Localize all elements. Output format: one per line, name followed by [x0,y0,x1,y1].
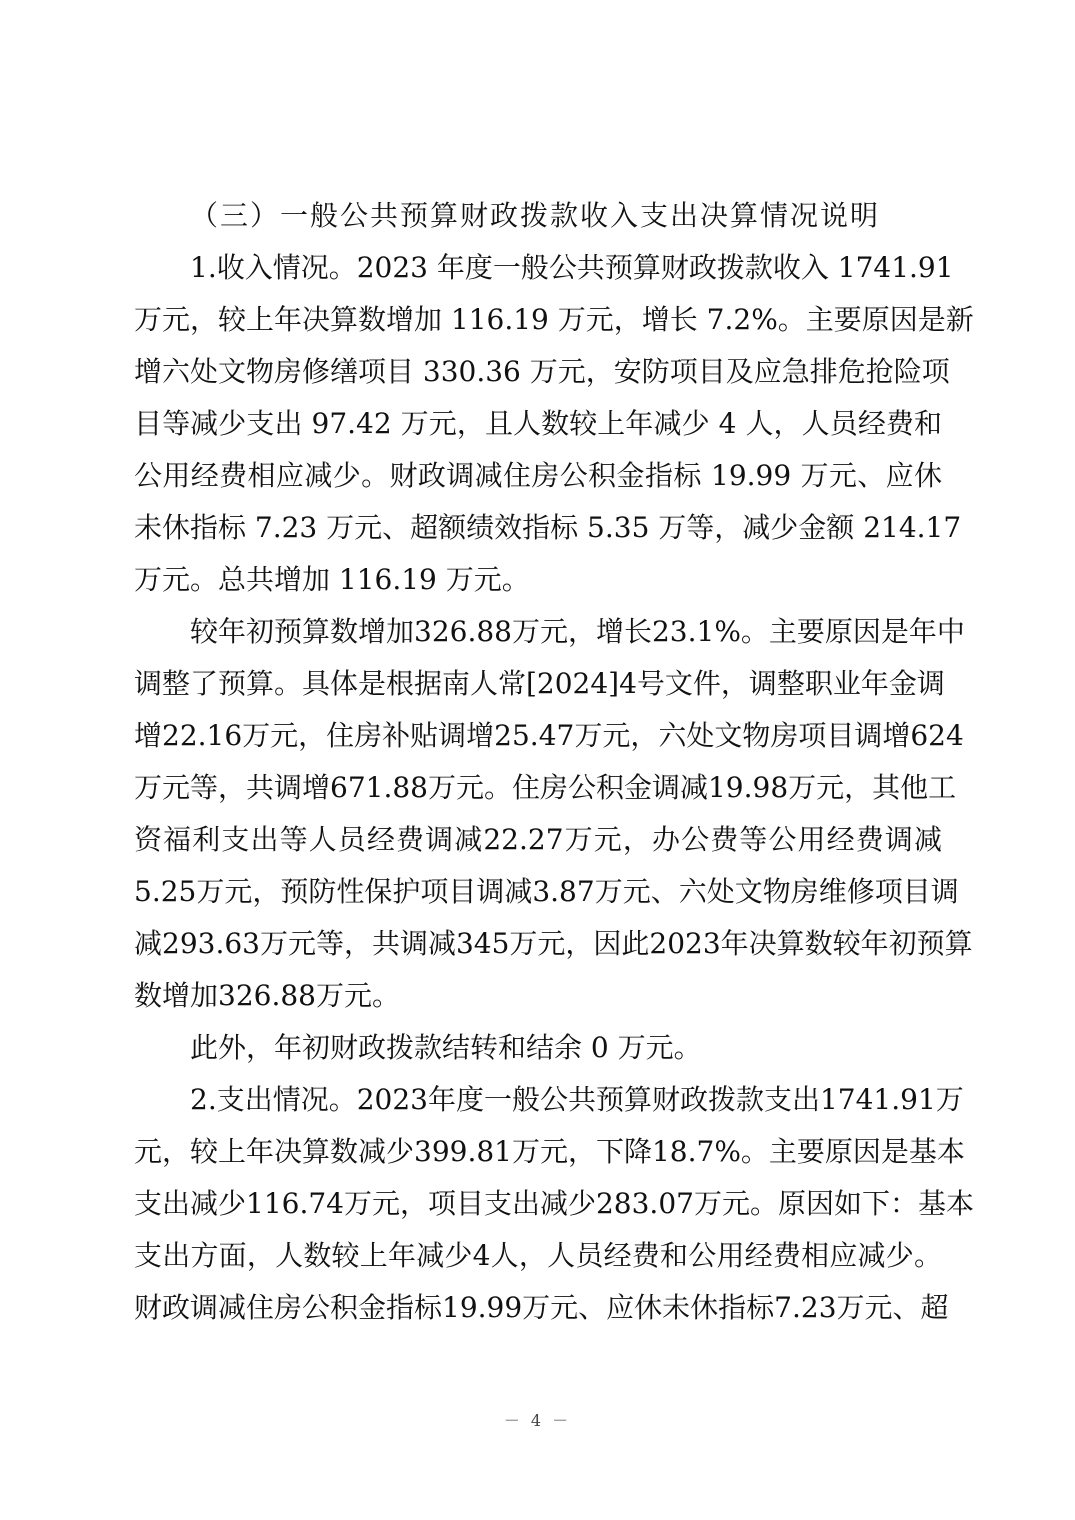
text-line: 增22.16万元，住房补贴调增25.47万元，六处文物房项目调增624 [134,719,964,752]
text-line: 元，较上年决算数减少399.81万元，下降18.7%。主要原因是基本 [134,1135,965,1168]
text-line: 财政调减住房公积金指标19.99万元、应休未休指标7.23万元、超 [134,1291,949,1324]
text-line: 2.支出情况。2023年度一般公共预算财政拨款支出1741.91万 [190,1083,964,1116]
text-line: 较年初预算数增加326.88万元，增长23.1%。主要原因是年中 [190,615,965,648]
text-line: 万元等，共调增671.88万元。住房公积金调减19.98万元，其他工 [134,771,957,804]
text-line: 未休指标 7.23 万元、超额绩效指标 5.35 万等，减少金额 214.17 [134,511,962,544]
text-line: 万元。总共增加 116.19 万元。 [134,563,530,596]
paragraph-container [134,242,974,1334]
paragraph [134,1074,974,1334]
text-line: 数增加326.88万元。 [134,979,400,1012]
text-line: 支出方面，人数较上年减少4人，人员经费和公用经费相应减少。 [134,1239,942,1272]
text-line: 增六处文物房修缮项目 330.36 万元，安防项目及应急排危抢险项 [134,355,950,388]
text-line: 此外，年初财政拨款结转和结余 0 万元。 [190,1031,702,1064]
text-line: 支出减少116.74万元，项目支出减少283.07万元。原因如下：基本 [134,1187,974,1220]
text-line: 减293.63万元等，共调减345万元，因此2023年决算数较年初预算 [134,927,973,960]
paragraph [134,1022,942,1074]
document-body [134,190,974,1334]
text-line: 1.收入情况。2023 年度一般公共预算财政拨款收入 1741.91 [190,251,954,284]
text-line: 5.25万元，预防性保护项目调减3.87万元、六处文物房维修项目调 [134,875,959,908]
text-line: 万元，较上年决算数增加 116.19 万元，增长 7.2%。主要原因是新 [134,303,974,336]
text-line: 目等减少支出 97.42 万元，且人数较上年减少 4 人，人员经费和 [134,407,942,440]
page-number: － 4 － [503,1411,572,1430]
paragraph [134,242,974,606]
section-heading: （三）一般公共预算财政拨款收入支出决算情况说明 [190,199,881,232]
text-line: 调整了预算。具体是根据南人常[2024]4号文件，调整职业年金调 [134,667,945,700]
text-line: 公用经费相应减少。财政调减住房公积金指标 19.99 万元、应休 [134,459,942,492]
paragraph [134,606,973,1022]
text-line: 资福利支出等人员经费调减22.27万元，办公费等公用经费调减 [134,823,942,856]
